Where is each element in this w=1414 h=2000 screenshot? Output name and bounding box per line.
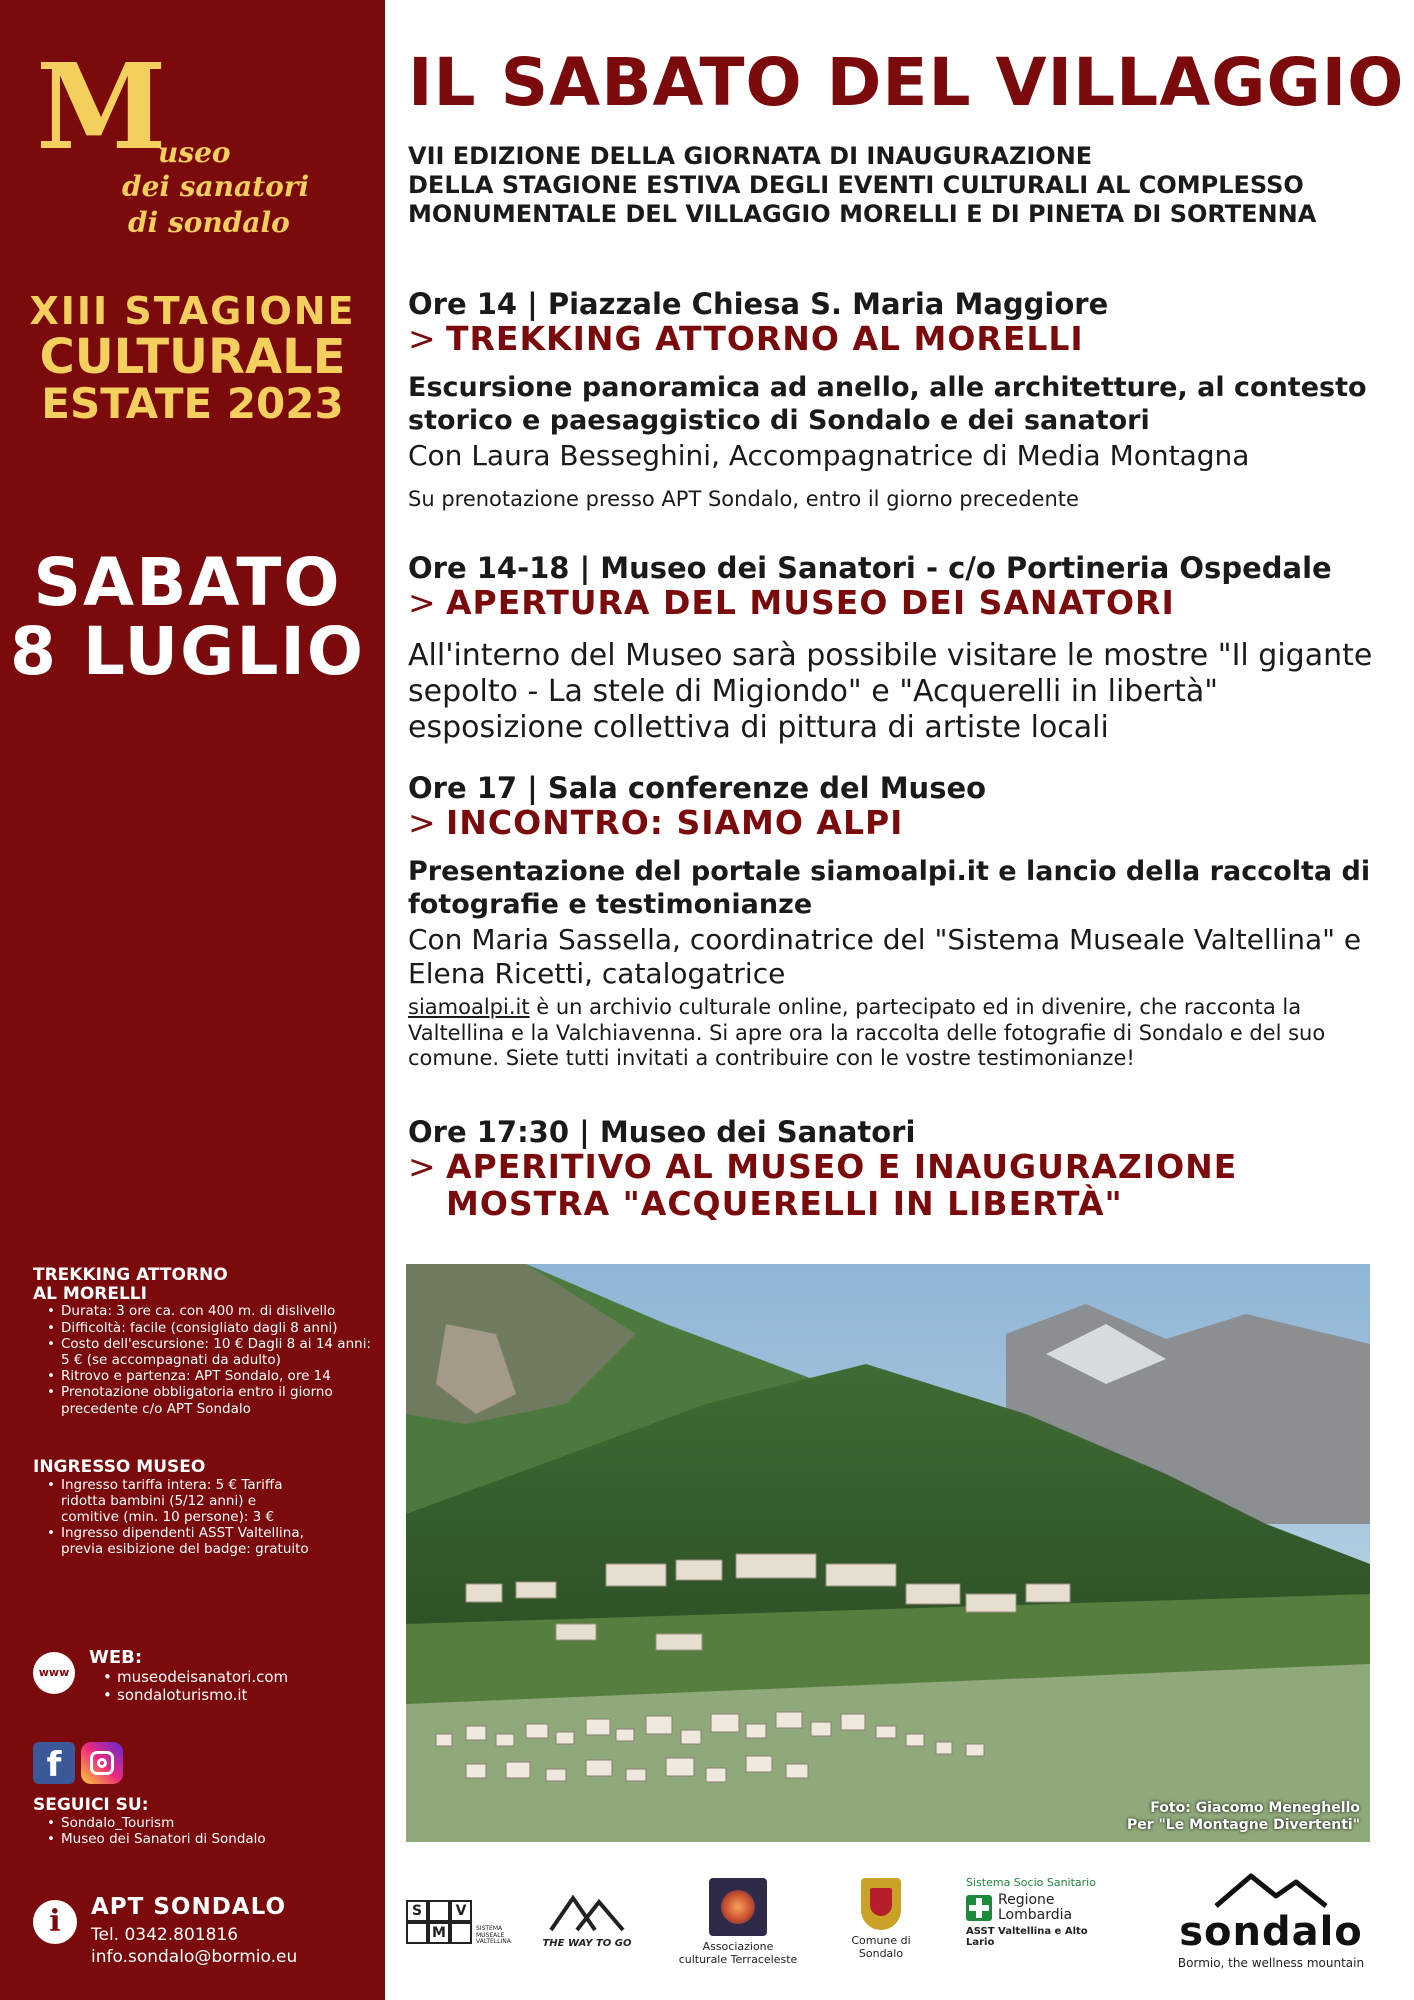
logo-line-2: dei sanatori <box>122 170 310 203</box>
season-heading <box>0 289 385 429</box>
comune-caption: Comune di Sondalo <box>851 1934 911 1961</box>
event-time-place: Ore 17:30 | Museo dei Sanatori <box>408 1115 916 1149</box>
subtitle-line-1: VII EDIZIONE DELLA GIORNATA DI INAUGURAZIONE <box>408 142 1093 170</box>
event-time-place: Ore 14 | Piazzale Chiesa S. Maria Maggiore <box>408 287 1109 321</box>
apt-contact-details <box>91 1924 297 1968</box>
page-subtitle <box>408 142 1316 228</box>
facebook-icon[interactable]: f <box>33 1742 75 1784</box>
terraceleste-caption: Associazione culturale Terraceleste <box>678 1940 798 1967</box>
event-body-text: è un archivio culturale online, partecipato ed in divenire, che racconta la Valtellina e la Valchiavenna. Si apre ora la raccolta delle fotografie di Sondalo e del suo comune. Siete tutti invitati a contribuire con le vostre testimonianze! <box>408 995 1326 1070</box>
regione-bottom-text: ASST Valtellina e Alto Lario <box>966 1926 1088 1949</box>
season-line-2: CULTURALE <box>39 328 346 385</box>
instagram-icon[interactable] <box>81 1742 123 1784</box>
arrow-icon: > <box>408 803 437 843</box>
list-item: • Ritrovo e partenza: APT Sondalo, ore 14 <box>47 1368 373 1384</box>
list-item: • Ingresso tariffa intera: 5 € Tariffa ridotta bambini (5/12 anni) e comitive (min. 10 persone): 3 € <box>47 1477 313 1526</box>
the-way-to-go-caption: THE WAY TO GO <box>542 1938 632 1949</box>
web-text <box>89 1648 288 1704</box>
instagram-icon-lens <box>97 1758 107 1768</box>
info-icon: i <box>33 1900 77 1944</box>
terraceleste-badge-sun <box>721 1890 755 1924</box>
arrow-icon: > <box>408 583 437 623</box>
list-item: • Durata: 3 ore ca. con 400 m. di dislivello <box>47 1303 373 1319</box>
event-date <box>0 544 375 691</box>
season-line-1: XIII STAGIONE <box>29 289 356 333</box>
event-time-place: Ore 17 | Sala conferenze del Museo <box>408 771 987 805</box>
date-month: 8 LUGLIO <box>9 613 366 691</box>
terraceleste-badge-icon <box>709 1878 767 1936</box>
event-note: Su prenotazione presso APT Sondalo, entro il giorno precedente <box>408 487 1079 512</box>
sondalo-wordmark: sondalo <box>1179 1909 1363 1955</box>
follow-title: SEGUICI SU: <box>33 1795 149 1815</box>
trekking-info <box>33 1266 373 1417</box>
event-summary: Escursione panoramica ad anello, alle architetture, al contesto storico e paesaggistico di Sondalo e dei sanatori <box>408 372 1367 436</box>
apt-email[interactable]: info.sondalo@bormio.eu <box>91 1947 298 1968</box>
event-headline-text: APERTURA DEL MUSEO DEI SANATORI <box>446 583 1175 623</box>
comune-logo <box>836 1878 926 1960</box>
www-icon: www <box>33 1652 75 1694</box>
event-headline <box>408 805 1388 842</box>
event-siamo-alpi <box>408 772 1388 1071</box>
photo-credit <box>1127 1800 1360 1834</box>
event-time-place: Ore 14-18 | Museo dei Sanatori - c/o Portineria Ospedale <box>408 551 1332 585</box>
trekking-info-title-line-1: TREKKING ATTORNO <box>33 1265 228 1285</box>
arrow-icon: > <box>408 319 437 359</box>
sondalo-logo <box>1166 1870 1376 1970</box>
photo-credit-line-2: Per "Le Montagne Divertenti" <box>1126 1817 1360 1834</box>
regione-mark <box>966 1893 1116 1922</box>
list-item: • Prenotazione obbligatoria entro il giorno precedente c/o APT Sondalo <box>47 1384 373 1416</box>
museum-entry-info <box>33 1458 313 1558</box>
web-title: WEB: <box>89 1647 143 1668</box>
museum-entry-title: INGRESSO MUSEO <box>33 1457 206 1477</box>
partner-logos <box>406 1870 1386 1980</box>
smv-logo-cell: S <box>406 1900 428 1922</box>
smv-logo-cell: M <box>428 1922 450 1944</box>
regione-name-line-2: Lombardia <box>998 1906 1073 1923</box>
event-headline <box>408 585 1388 622</box>
event-headline-line-2: MOSTRA "ACQUERELLI IN LIBERTÀ" <box>446 1184 1123 1224</box>
event-headline-line-1: APERITIVO AL MUSEO E INAUGURAZIONE <box>446 1147 1238 1187</box>
smv-logo-cell: V <box>450 1900 472 1922</box>
event-summary: Presentazione del portale siamoalpi.it e lancio della raccolta di fotografie e testimonianze <box>408 856 1371 920</box>
mountain-skyline-icon <box>1196 1870 1346 1910</box>
landscape-photo-drawing <box>406 1264 1370 1842</box>
regione-name-line-1: Regione <box>998 1892 1055 1908</box>
sidebar <box>0 0 385 2000</box>
trekking-info-list <box>33 1303 373 1416</box>
apt-phone[interactable]: Tel. 0342.801816 <box>91 1925 239 1945</box>
trekking-info-title-line-2: AL MORELLI <box>33 1283 147 1304</box>
smv-logo <box>406 1900 511 1946</box>
museum-logo <box>36 37 356 248</box>
season-line-3: ESTATE 2023 <box>41 379 344 429</box>
event-headline <box>408 1149 1388 1223</box>
smv-logo-cell <box>428 1900 450 1922</box>
event-description: All'interno del Museo sarà possibile visitare le mostre "Il gigante sepolto - La stele di Migiondo" e "Acquerelli in libertà" esposizione collettiva di pittura di artiste locali <box>408 638 1373 746</box>
event-headline <box>408 321 1388 358</box>
regione-name <box>998 1893 1072 1922</box>
mountain-icon <box>547 1892 627 1932</box>
list-item: • Ingresso dipendenti ASST Valtellina, previa esibizione del badge: gratuito <box>47 1525 313 1557</box>
list-item: • Difficoltà: facile (consigliato dagli 8 anni) <box>47 1320 373 1336</box>
trekking-info-title <box>33 1266 373 1303</box>
follow-item-tourism[interactable]: • Sondalo_Tourism <box>47 1815 353 1831</box>
the-way-to-go-logo <box>542 1892 632 1949</box>
event-headline-text: INCONTRO: SIAMO ALPI <box>446 803 904 843</box>
event-headline-text: TREKKING ATTORNO AL MORELLI <box>446 319 1084 359</box>
logo-letter: M <box>36 37 167 176</box>
apt-text <box>91 1894 297 1968</box>
web-link-tourism[interactable]: • sondaloturismo.it <box>103 1686 288 1704</box>
logo-line-3: di sondalo <box>128 206 290 239</box>
regione-lombardia-logo <box>966 1876 1116 1948</box>
regione-top-text: Sistema Socio Sanitario <box>966 1876 1096 1889</box>
sondalo-tagline: Bormio, the wellness mountain <box>1177 1956 1365 1970</box>
apt-title: APT SONDALO <box>91 1894 286 1920</box>
museum-entry-list <box>33 1477 313 1558</box>
event-aperitivo <box>408 1116 1388 1223</box>
smv-logo-caption: SISTEMA MUSEALE VALTELLINA <box>476 1925 511 1946</box>
landscape-photo <box>406 1264 1370 1842</box>
subtitle-line-2: DELLA STAGIONE ESTIVA DEGLI EVENTI CULTURALI AL COMPLESSO <box>408 170 1304 199</box>
event-guide: Con Laura Besseghini, Accompagnatrice di Media Montagna <box>408 439 1250 473</box>
event-trekking <box>408 288 1388 512</box>
list-item: • Costo dell'escursione: 10 € Dagli 8 ai 14 anni: 5 € (se accompagnati da adulto) <box>47 1336 373 1368</box>
follow-us <box>33 1796 353 1847</box>
follow-list <box>33 1815 353 1847</box>
web-links <box>89 1668 288 1704</box>
page-title: IL SABATO DEL VILLAGGIO <box>408 44 1405 121</box>
arrow-icon: > <box>408 1147 437 1187</box>
photo-credit-line-1: Foto: Giacomo Meneghello <box>1150 1800 1360 1817</box>
smv-logo-cell <box>406 1922 428 1944</box>
event-speakers: Con Maria Sassella, coordinatrice del "Sistema Museale Valtellina" e Elena Ricetti, catalogatrice <box>408 923 1362 991</box>
smv-logo-cell <box>450 1922 472 1944</box>
cross-icon <box>966 1895 992 1921</box>
subtitle-line-3: MONUMENTALE DEL VILLAGGIO MORELLI E DI PINETA DI SORTENNA <box>408 199 1317 228</box>
coat-of-arms-icon <box>861 1878 901 1930</box>
web-link-museum[interactable]: • museodeisanatori.com <box>103 1668 288 1686</box>
terraceleste-logo <box>678 1878 798 1966</box>
siamoalpi-link[interactable]: siamoalpi.it <box>408 995 530 1020</box>
logo-line-1: useo <box>158 136 231 169</box>
event-body <box>408 995 1388 1071</box>
follow-item-museum[interactable]: • Museo dei Sanatori di Sondalo <box>47 1831 353 1847</box>
event-museum-opening <box>408 552 1388 746</box>
date-day: SABATO <box>33 544 342 621</box>
